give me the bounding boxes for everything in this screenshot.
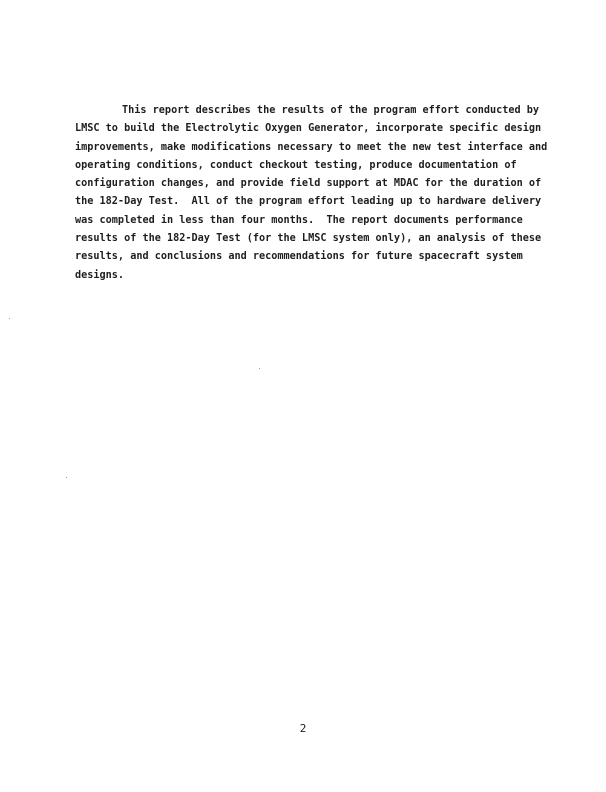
paragraph-line: the 182-Day Test. All of the program effort leading up to hardware delivery (75, 196, 542, 208)
scan-speck (9, 318, 10, 319)
scan-speck (66, 477, 67, 478)
scan-speck (259, 368, 260, 369)
paragraph-line: results of the 182-Day Test (for the LMSC system only), an analysis of these (75, 233, 542, 245)
paragraph-line: results, and conclusions and recommendations for future spacecraft system (75, 251, 523, 263)
paragraph-line: improvements, make modifications necessary to meet the new test interface and (75, 141, 548, 153)
paragraph-line: operating conditions, conduct checkout testing, produce documentation of (75, 159, 517, 171)
paragraph-line: designs. (75, 269, 125, 281)
paragraph-line: This report describes the results of the program effort conducted by (122, 105, 540, 116)
paragraph-line: LMSC to build the Electrolytic Oxygen Generator, incorporate specific design (75, 123, 542, 135)
body-paragraph (75, 102, 548, 285)
page-number: 2 (299, 722, 307, 735)
paragraph-line: configuration changes, and provide field support at MDAC for the duration of (75, 178, 542, 190)
paragraph-line: was completed in less than four months. The report documents performance (75, 214, 523, 226)
